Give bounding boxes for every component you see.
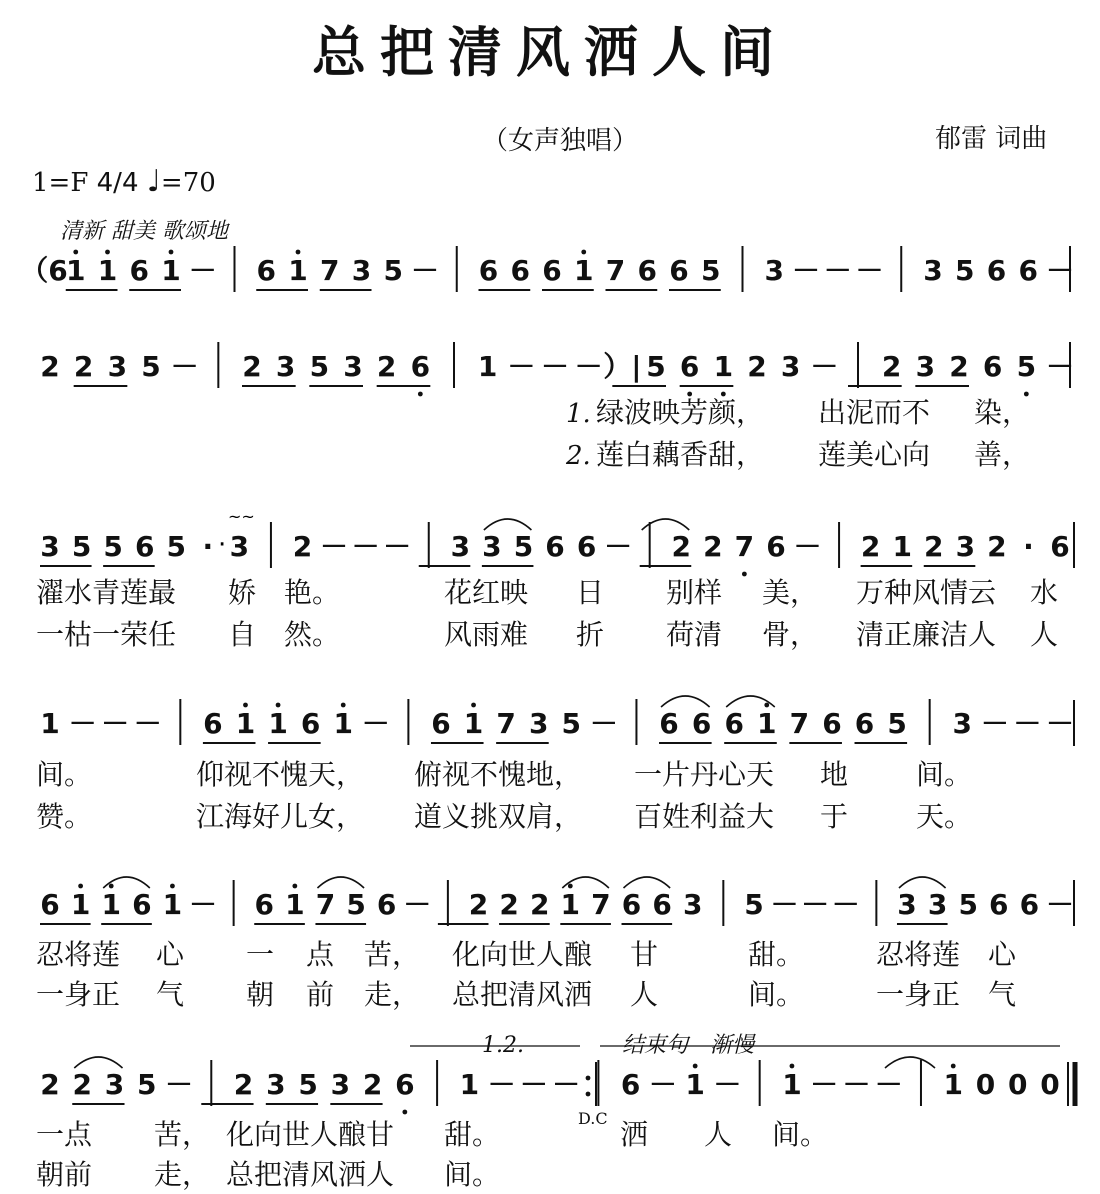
lyric: 道义挑双肩，	[414, 800, 583, 833]
note: 6	[256, 254, 276, 287]
note: －	[361, 707, 390, 740]
lyric: 人	[630, 978, 659, 1011]
note: 1	[235, 707, 256, 740]
note: 3	[450, 530, 471, 563]
lyric: 荷清	[666, 618, 723, 651]
note: 1	[574, 254, 594, 287]
note: －	[487, 1068, 516, 1101]
note: －	[823, 254, 852, 287]
note: 2	[73, 350, 94, 383]
note: 5	[141, 350, 161, 383]
slur	[661, 696, 710, 707]
note: －	[540, 350, 570, 383]
note: 6	[691, 707, 712, 740]
note: －	[101, 707, 130, 740]
note: －	[604, 530, 633, 563]
lyric: 人	[704, 1118, 733, 1151]
note: 6	[510, 254, 530, 287]
note: －	[519, 1068, 548, 1101]
lyric: 水	[1030, 576, 1059, 609]
note: －	[383, 530, 412, 563]
note: 7	[496, 707, 516, 740]
note: 2	[376, 350, 397, 383]
lyric: 一片丹心天	[634, 758, 775, 791]
note: 3	[927, 888, 948, 921]
note: 2	[72, 1068, 93, 1101]
note: 5	[298, 1068, 318, 1101]
lyric: 莲白藕香甜，	[596, 438, 765, 471]
note: 6	[854, 707, 875, 740]
note: 7	[789, 707, 810, 740]
note: 1	[268, 707, 288, 740]
note: －	[189, 888, 218, 921]
note: 5	[513, 530, 534, 563]
note: －	[713, 1068, 742, 1101]
note: 6	[431, 707, 451, 740]
note: 3	[482, 530, 502, 563]
lyric: 间。	[444, 1158, 501, 1191]
note: 6	[129, 254, 149, 287]
note: 7	[605, 254, 626, 287]
note: 5	[561, 707, 582, 740]
rit-label: 渐慢	[710, 1033, 755, 1058]
lyric: 一身正	[36, 978, 121, 1011]
note: 3	[528, 707, 549, 740]
note: 6	[576, 530, 597, 563]
lyric: 娇	[228, 576, 257, 609]
note: 6	[410, 350, 431, 383]
octave-dot	[78, 884, 83, 889]
note: 3	[40, 530, 60, 563]
note: 7	[320, 254, 340, 287]
note: －	[801, 888, 830, 921]
slur	[484, 519, 532, 530]
lyric: 仰视不愧天，	[196, 758, 365, 791]
lyric: 艳。	[284, 576, 341, 609]
lyric: 朝前	[36, 1158, 93, 1191]
lyric: 洒	[620, 1118, 649, 1151]
slur	[899, 877, 946, 888]
note: 5	[103, 530, 123, 563]
note: －	[842, 1068, 871, 1101]
note: 2	[703, 530, 723, 563]
note: 2	[747, 350, 767, 383]
lyric: 江海好儿女，	[196, 800, 365, 833]
note: －	[165, 1068, 194, 1101]
note: 2	[987, 530, 1007, 563]
lyric: 忍将莲	[36, 938, 121, 971]
lyric: 苦，	[154, 1118, 211, 1151]
note: 3	[229, 530, 250, 563]
note: 6	[637, 254, 657, 287]
voice-type: （女声独唱）	[482, 126, 639, 156]
time-signature: 4/4	[96, 168, 139, 198]
lyric: 花红映	[444, 576, 529, 609]
note: －	[170, 350, 199, 383]
note: －	[793, 530, 822, 563]
note: 5	[71, 530, 92, 563]
lyric: 化向世人酿	[452, 938, 593, 971]
lyric: 间。	[916, 758, 973, 791]
note: －	[874, 1068, 903, 1101]
note: 1	[40, 707, 60, 740]
lyric: 人	[1030, 618, 1059, 651]
octave-dot	[402, 1110, 407, 1115]
note: 2	[860, 530, 881, 563]
notation	[20, 254, 1074, 1101]
octave-dot	[169, 250, 174, 255]
lyric: 总把清风洒	[452, 978, 593, 1011]
verse-number: 1.	[566, 399, 591, 429]
note: －	[1045, 888, 1075, 921]
lyric: 于	[820, 800, 849, 833]
volta-label: 1.2.	[482, 1033, 524, 1058]
note: 7	[591, 888, 611, 921]
lyric: 染，	[974, 396, 1031, 429]
dc-label: D.C	[578, 1109, 608, 1128]
note: 5	[346, 888, 366, 921]
lyric: 百姓利益大	[634, 800, 775, 833]
note: 5	[383, 254, 403, 287]
lyric: 心	[156, 938, 185, 971]
note: 3	[955, 530, 976, 563]
octave-dot	[276, 703, 281, 708]
lyric: 间。	[36, 758, 93, 791]
octave-dot	[586, 1076, 591, 1081]
quarter-note-icon: ♩	[146, 164, 161, 199]
note: 6	[669, 254, 689, 287]
note: 1	[101, 888, 121, 921]
lyric: 风雨难	[444, 618, 529, 651]
note: 6	[1050, 530, 1070, 563]
note: 6	[376, 888, 397, 921]
octave-dot	[764, 703, 769, 708]
lyric: 莲美心向	[818, 438, 931, 471]
note: 6	[395, 1068, 415, 1101]
note: 2	[40, 1068, 60, 1101]
note: －	[810, 1068, 839, 1101]
note: 2	[529, 888, 550, 921]
note: －	[574, 350, 603, 383]
slur	[885, 1057, 935, 1068]
tempo: =70	[160, 168, 216, 198]
lyric: 苦，	[364, 938, 421, 971]
lyric: 甜。	[444, 1118, 501, 1151]
note: 6	[203, 707, 223, 740]
octave-dot	[170, 884, 175, 889]
note: 6	[982, 350, 1003, 383]
note: 6	[478, 254, 499, 287]
mordent-icon: ~~	[228, 507, 255, 526]
note: 3	[343, 350, 363, 383]
note: 2	[40, 350, 60, 383]
note: 1	[66, 254, 86, 287]
lyric: 然。	[284, 618, 341, 651]
lyric: 一枯一荣任	[36, 618, 177, 651]
note: 3	[780, 350, 801, 383]
note: 5	[887, 707, 907, 740]
note: 3	[915, 350, 936, 383]
note: 1	[943, 1068, 963, 1101]
lyric: 折	[576, 618, 605, 651]
note: 1	[459, 1068, 480, 1101]
note: 1	[333, 707, 353, 740]
lyric: 间。	[748, 978, 805, 1011]
lyric: 一身正	[876, 978, 961, 1011]
note: 0	[1007, 1068, 1028, 1101]
note: －	[648, 1068, 677, 1101]
octave-dot	[105, 250, 110, 255]
note: 2	[242, 350, 262, 383]
note: 1	[288, 254, 308, 287]
note: 3	[351, 254, 372, 287]
lyric: 美，	[762, 576, 819, 609]
note: （6	[20, 254, 68, 287]
note: 5	[744, 888, 764, 921]
lyric: 俯视不愧地，	[414, 758, 583, 791]
octave-dot	[296, 250, 301, 255]
note: 2	[499, 888, 519, 921]
note: 2	[468, 888, 489, 921]
note: 6	[1019, 888, 1040, 921]
lyric: 总把清风洒人	[226, 1158, 395, 1191]
note: 3	[923, 254, 943, 287]
lyric: 点	[306, 938, 335, 971]
lyric: 濯水青莲最	[36, 576, 177, 609]
lyric: 善，	[974, 438, 1031, 471]
note: 7	[315, 888, 336, 921]
note: 1	[161, 254, 181, 287]
lyric: 别样	[666, 576, 723, 609]
note: 6	[822, 707, 842, 740]
octave-dot	[790, 1064, 795, 1069]
lyric: 清正廉洁人	[856, 618, 997, 651]
lyric: 气	[156, 978, 185, 1011]
octave-dot	[742, 572, 747, 577]
song-title: 总把清风洒人间	[312, 21, 788, 84]
note: 3	[682, 888, 703, 921]
note: 5	[309, 350, 330, 383]
lyric: 出泥而不	[818, 396, 931, 429]
note: －	[791, 254, 821, 287]
note: －	[980, 707, 1009, 740]
note: 1	[892, 530, 912, 563]
note: ·	[202, 530, 214, 563]
note: 3	[897, 888, 917, 921]
lyric: 一点	[36, 1118, 93, 1151]
note: 1	[463, 707, 484, 740]
lyric: 自	[228, 618, 257, 651]
slur	[624, 877, 671, 888]
note: 1	[713, 350, 734, 383]
octave-dot	[581, 250, 586, 255]
lyric: 天。	[916, 800, 973, 833]
octave-dot	[243, 703, 248, 708]
note: －	[589, 707, 618, 740]
note: 6	[621, 888, 642, 921]
note: －	[188, 254, 217, 287]
note: 6	[986, 254, 1007, 287]
note: 1	[97, 254, 118, 287]
slur	[74, 1057, 122, 1068]
note: 1	[560, 888, 581, 921]
octave-dot	[586, 1092, 591, 1097]
lyric: 地	[820, 758, 849, 791]
note: 1	[782, 1068, 802, 1101]
note: －	[507, 350, 536, 383]
note: 6	[132, 888, 152, 921]
note: 2	[949, 350, 969, 383]
note: 1	[285, 888, 305, 921]
lyric: 日	[576, 576, 605, 609]
lyric: 万种风情云	[856, 576, 997, 609]
note: 3	[104, 1068, 125, 1101]
note: 7	[734, 530, 755, 563]
note: 6	[40, 888, 60, 921]
lyric: 赞。	[36, 800, 93, 833]
octave-dot	[568, 884, 573, 889]
note: 5	[137, 1068, 157, 1101]
lyric: 气	[988, 978, 1017, 1011]
note: ·	[1023, 530, 1034, 563]
note: 3	[952, 707, 973, 740]
note: 0	[1040, 1068, 1060, 1101]
note: 3	[266, 1068, 286, 1101]
lyric: 一	[246, 938, 275, 971]
note: －	[403, 888, 432, 921]
note: 2	[671, 530, 691, 563]
lyric: 走，	[154, 1158, 211, 1191]
octave-dot	[109, 884, 114, 889]
note: 1	[685, 1068, 705, 1101]
octave-dot	[471, 703, 476, 708]
note: －	[770, 888, 799, 921]
note: 1	[162, 888, 183, 921]
note: 2	[233, 1068, 254, 1101]
note: 5	[958, 888, 978, 921]
note: 6	[652, 888, 672, 921]
note: 6	[542, 254, 562, 287]
octave-dot	[693, 1064, 698, 1069]
note: －	[1045, 707, 1075, 740]
note: 3	[330, 1068, 351, 1101]
note: －	[810, 350, 839, 383]
verse-number: 2.	[566, 441, 591, 471]
note: 6	[620, 1068, 641, 1101]
lyric: 甘	[630, 938, 659, 971]
note: 6	[545, 530, 565, 563]
lyric: 朝	[246, 978, 275, 1011]
lyric: 走，	[364, 978, 421, 1011]
note: 5	[1016, 350, 1037, 383]
lyric: 骨，	[762, 618, 819, 651]
note: －	[855, 254, 884, 287]
note: 5	[701, 254, 721, 287]
lyric: 甜。	[748, 938, 805, 971]
octave-dot	[341, 703, 346, 708]
octave-dot	[951, 1064, 956, 1069]
note: 1	[70, 888, 91, 921]
note: 6	[989, 888, 1009, 921]
note: －	[320, 530, 349, 563]
note: 2	[292, 530, 313, 563]
note: 6	[724, 707, 744, 740]
note: 6	[254, 888, 274, 921]
note: 2	[924, 530, 944, 563]
octave-dot	[292, 884, 297, 889]
note: 2	[881, 350, 902, 383]
note: 5	[646, 350, 666, 383]
note: 6	[1018, 254, 1038, 287]
note: ）|	[603, 350, 642, 383]
key: 1=F	[32, 168, 89, 198]
note: 6	[679, 350, 700, 383]
note: －	[831, 888, 860, 921]
note: 2	[362, 1068, 383, 1101]
note: 6	[766, 530, 786, 563]
note: 6	[300, 707, 321, 740]
note: 0	[975, 1068, 996, 1101]
note: －	[552, 1068, 581, 1101]
lyric: 心	[988, 938, 1017, 971]
credits: 郁雷 词曲	[935, 124, 1048, 154]
note: 3	[107, 350, 128, 383]
lyric: 化向世人酿甘	[226, 1118, 395, 1151]
lyric: 绿波映芳颜，	[596, 396, 765, 429]
note: －	[133, 707, 162, 740]
note: 5	[166, 530, 186, 563]
note: 6	[659, 707, 679, 740]
expression-mark: 清新 甜美 歌颂地	[60, 219, 228, 244]
note: 6	[134, 530, 155, 563]
note: 5	[955, 254, 975, 287]
note: －	[410, 254, 440, 287]
note: －	[68, 707, 97, 740]
note: 1	[477, 350, 498, 383]
lyric: 间。	[772, 1118, 829, 1151]
note: 1	[757, 707, 777, 740]
note: －	[1013, 707, 1042, 740]
slur	[317, 877, 364, 888]
note: －	[1045, 254, 1075, 287]
augmentation-dot: ·	[218, 530, 227, 560]
note: －	[351, 530, 380, 563]
coda-label: 结束句	[622, 1033, 689, 1058]
octave-dot	[418, 392, 423, 397]
octave-dot	[73, 250, 78, 255]
lyric: 前	[306, 978, 335, 1011]
note: 3	[275, 350, 296, 383]
note: －	[1045, 350, 1075, 383]
note: 3	[764, 254, 784, 287]
lyric: 忍将莲	[876, 938, 961, 971]
